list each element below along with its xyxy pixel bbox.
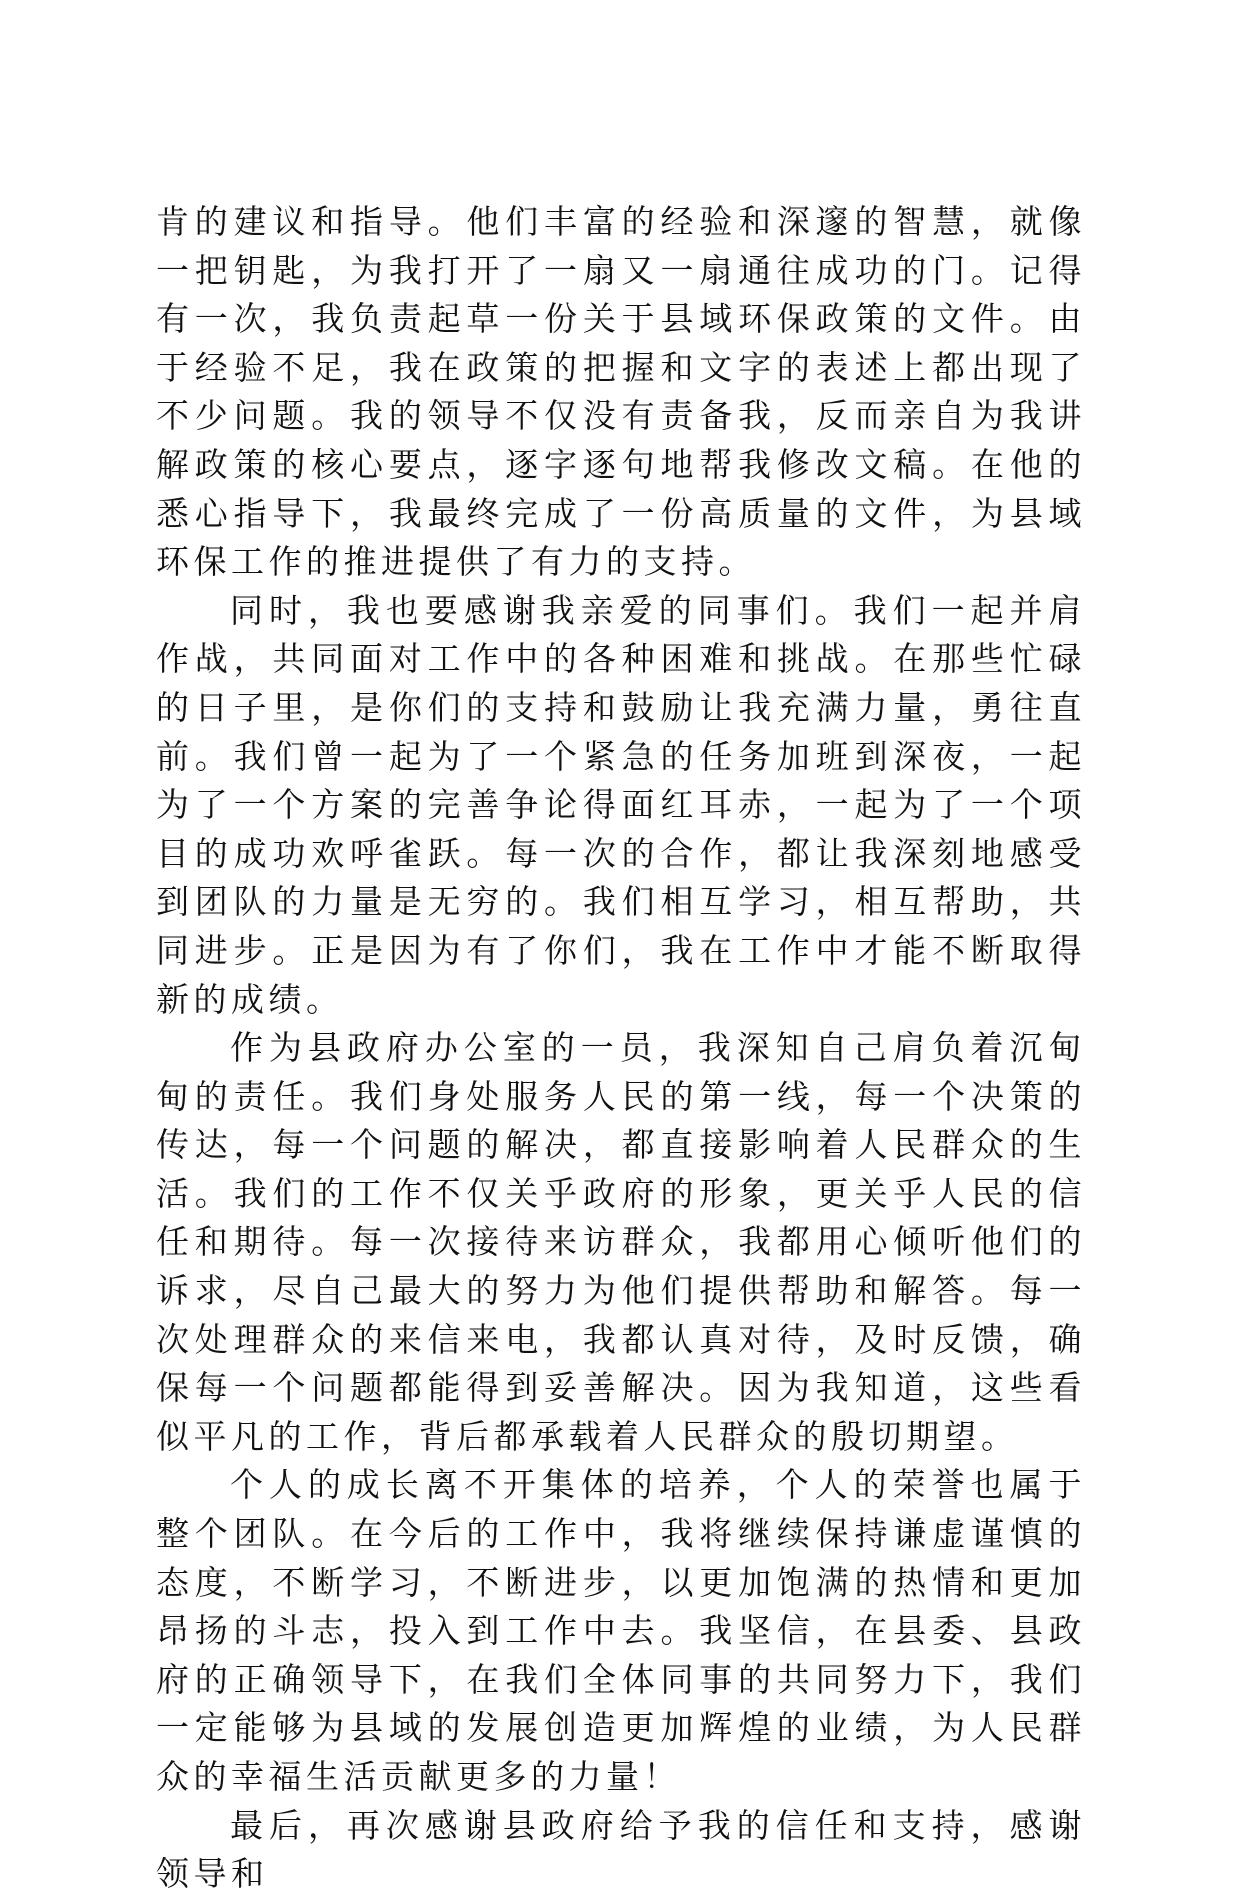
paragraph-continued: 肯的建议和指导。他们丰富的经验和深邃的智慧，就像一把钥匙，为我打开了一扇又一扇通往成功的门。记得有一次，我负责起草一份关于县域环保政策的文件。由于经验不足，我在政策的把握和文字的表述上都出现了不少问题。我的领导不仅没有责备我，反而亲自为我讲解政策的核心要点，逐字逐句地帮我修改文稿。在他的悉心指导下，我最终完成了一份高质量的文件，为县域环保工作的推进提供了有力的支持。 xyxy=(156,202,1086,582)
document-body xyxy=(156,198,1086,1899)
paragraph-colleagues: 同时，我也要感谢我亲爱的同事们。我们一起并肩作战，共同面对工作中的各种困难和挑战。在那些忙碌的日子里，是你们的支持和鼓励让我充满力量，勇往直前。我们曾一起为了一个紧急的任务加班到深夜，一起为了一个方案的完善争论得面红耳赤，一起为了一个项目的成功欢呼雀跃。每一次的合作，都让我深刻地感受到团队的力量是无穷的。我们相互学习，相互帮助，共同进步。正是因为有了你们，我在工作中才能不断取得新的成绩。 xyxy=(156,590,1086,1019)
paragraph-growth: 个人的成长离不开集体的培养，个人的荣誉也属于整个团队。在今后的工作中，我将继续保持谦虚谨慎的态度，不断学习，不断进步，以更加饱满的热情和更加昂扬的斗志，投入到工作中去。我坚信，在县委、县政府的正确领导下，在我们全体同事的共同努力下，我们一定能够为县域的发展创造更加辉煌的业绩，为人民群众的幸福生活贡献更多的力量！ xyxy=(156,1465,1086,1796)
paragraph-closing: 最后，再次感谢县政府给予我的信任和支持，感谢领导和 xyxy=(156,1805,1086,1894)
paragraph-responsibility: 作为县政府办公室的一员，我深知自己肩负着沉甸甸的责任。我们身处服务人民的第一线，每一个决策的传达，每一个问题的解决，都直接影响着人民群众的生活。我们的工作不仅关乎政府的形象，更关乎人民的信任和期待。每一次接待来访群众，我都用心倾听他们的诉求，尽自己最大的努力为他们提供帮助和解答。每一次处理群众的来信来电，我都认真对待，及时反馈，确保每一个问题都能得到妥善解决。因为我知道，这些看似平凡的工作，背后都承载着人民群众的殷切期望。 xyxy=(156,1028,1086,1456)
